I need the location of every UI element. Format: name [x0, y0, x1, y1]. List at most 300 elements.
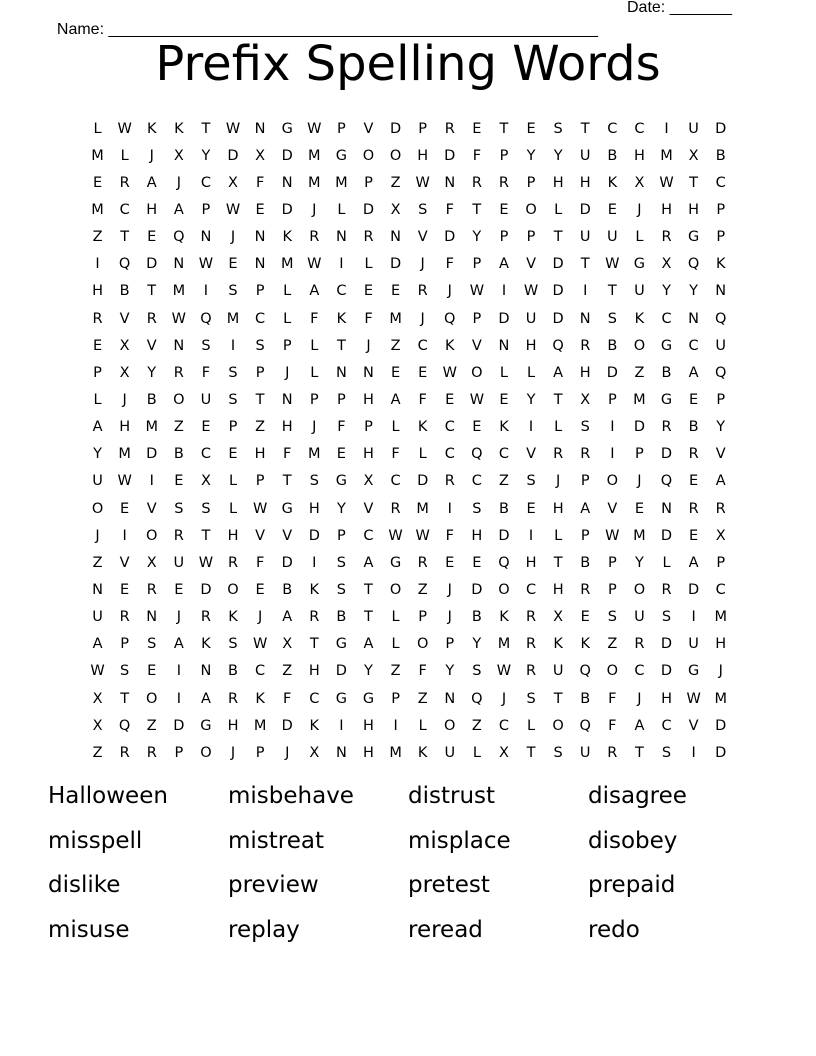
grid-letter[interactable]: X: [173, 147, 184, 164]
grid-letter[interactable]: D: [660, 527, 673, 544]
grid-letter[interactable]: F: [418, 663, 427, 680]
grid-letter[interactable]: P: [337, 391, 346, 408]
grid-letter[interactable]: E: [147, 663, 157, 680]
grid-letter[interactable]: C: [661, 310, 672, 327]
grid-letter[interactable]: N: [173, 337, 185, 354]
grid-letter[interactable]: F: [310, 310, 319, 327]
grid-letter[interactable]: M: [389, 744, 402, 761]
grid-letter[interactable]: O: [633, 581, 646, 598]
grid-letter[interactable]: H: [471, 527, 483, 544]
grid-letter[interactable]: R: [146, 581, 157, 598]
grid-letter[interactable]: Q: [660, 473, 673, 490]
grid-letter[interactable]: R: [92, 310, 103, 327]
grid-letter[interactable]: C: [634, 120, 645, 137]
grid-letter[interactable]: M: [91, 201, 104, 218]
grid-letter[interactable]: D: [660, 446, 673, 463]
grid-letter[interactable]: E: [634, 500, 644, 517]
grid-letter[interactable]: D: [660, 663, 673, 680]
grid-letter[interactable]: E: [255, 201, 265, 218]
grid-letter[interactable]: D: [715, 717, 727, 734]
grid-letter[interactable]: O: [227, 581, 239, 598]
grid-letter[interactable]: H: [715, 636, 727, 653]
grid-letter[interactable]: W: [90, 663, 105, 680]
grid-letter[interactable]: D: [606, 364, 618, 381]
grid-letter[interactable]: P: [445, 636, 455, 653]
grid-letter[interactable]: R: [309, 609, 320, 626]
grid-letter[interactable]: C: [525, 581, 537, 598]
grid-letter[interactable]: Z: [471, 717, 482, 734]
grid-letter[interactable]: Q: [471, 690, 483, 707]
grid-letter[interactable]: N: [254, 120, 266, 137]
grid-letter[interactable]: M: [497, 636, 511, 653]
grid-letter[interactable]: Z: [417, 581, 428, 598]
grid-letter[interactable]: B: [228, 663, 238, 680]
grid-letter[interactable]: R: [526, 609, 537, 626]
grid-letter[interactable]: P: [472, 310, 482, 327]
grid-letter[interactable]: S: [526, 690, 536, 707]
grid-letter[interactable]: A: [580, 500, 591, 517]
grid-letter[interactable]: T: [689, 174, 699, 191]
grid-letter[interactable]: M: [91, 147, 104, 164]
grid-letter[interactable]: A: [92, 636, 103, 653]
grid-letter[interactable]: I: [583, 283, 588, 300]
grid-letter[interactable]: V: [471, 337, 482, 354]
grid-letter[interactable]: L: [499, 364, 508, 381]
grid-letter[interactable]: P: [716, 201, 726, 218]
grid-letter[interactable]: B: [661, 364, 672, 381]
grid-letter[interactable]: I: [528, 527, 534, 544]
grid-letter[interactable]: P: [418, 609, 428, 626]
grid-letter[interactable]: P: [255, 364, 265, 381]
grid-letter[interactable]: U: [634, 609, 645, 626]
grid-letter[interactable]: K: [445, 337, 455, 354]
grid-letter[interactable]: K: [255, 690, 265, 707]
grid-letter[interactable]: M: [172, 283, 186, 300]
grid-letter[interactable]: T: [553, 554, 563, 571]
grid-letter[interactable]: I: [339, 256, 344, 273]
grid-letter[interactable]: K: [634, 310, 645, 327]
grid-letter[interactable]: C: [390, 473, 401, 490]
grid-letter[interactable]: X: [390, 201, 401, 218]
grid-letter[interactable]: N: [661, 500, 672, 517]
grid-letter[interactable]: E: [147, 229, 157, 246]
grid-letter[interactable]: G: [335, 690, 348, 707]
grid-letter[interactable]: H: [552, 174, 564, 191]
grid-letter[interactable]: W: [252, 500, 268, 517]
grid-letter[interactable]: K: [201, 636, 211, 653]
grid-letter[interactable]: B: [580, 554, 591, 571]
grid-letter[interactable]: L: [418, 446, 427, 463]
grid-letter[interactable]: B: [580, 690, 591, 707]
grid-letter[interactable]: D: [552, 283, 564, 300]
grid-letter[interactable]: J: [257, 609, 263, 626]
grid-letter[interactable]: L: [391, 609, 400, 626]
grid-letter[interactable]: T: [472, 201, 482, 218]
grid-letter[interactable]: Q: [579, 663, 591, 680]
grid-letter[interactable]: C: [715, 581, 726, 598]
grid-letter[interactable]: P: [337, 120, 346, 137]
grid-letter[interactable]: G: [200, 717, 212, 734]
grid-letter[interactable]: J: [122, 391, 127, 408]
grid-letter[interactable]: E: [472, 120, 482, 137]
grid-letter[interactable]: O: [606, 473, 619, 490]
grid-letter[interactable]: U: [607, 229, 618, 246]
grid-letter[interactable]: A: [390, 391, 401, 408]
grid-letter[interactable]: R: [417, 554, 428, 571]
grid-letter[interactable]: F: [364, 310, 373, 327]
grid-letter[interactable]: K: [417, 419, 428, 436]
grid-letter[interactable]: S: [228, 391, 238, 408]
grid-letter[interactable]: P: [337, 527, 346, 544]
grid-letter[interactable]: B: [471, 609, 482, 626]
grid-letter[interactable]: Y: [336, 500, 346, 517]
grid-letter[interactable]: G: [281, 120, 293, 137]
grid-letter[interactable]: Q: [118, 256, 131, 273]
grid-letter[interactable]: L: [554, 527, 563, 544]
grid-letter[interactable]: T: [553, 690, 563, 707]
grid-letter[interactable]: F: [445, 527, 454, 544]
grid-letter[interactable]: R: [227, 690, 239, 707]
grid-letter[interactable]: V: [526, 446, 536, 463]
grid-letter[interactable]: I: [149, 473, 154, 490]
grid-letter[interactable]: K: [715, 256, 726, 273]
grid-letter[interactable]: I: [501, 283, 507, 300]
grid-letter[interactable]: B: [119, 283, 130, 300]
grid-letter[interactable]: E: [120, 581, 130, 598]
grid-letter[interactable]: U: [525, 310, 537, 327]
grid-letter[interactable]: Q: [687, 256, 700, 273]
grid-letter[interactable]: D: [688, 581, 700, 598]
grid-letter[interactable]: U: [715, 337, 727, 354]
grid-letter[interactable]: Q: [552, 337, 564, 354]
grid-letter[interactable]: F: [418, 391, 427, 408]
grid-letter[interactable]: H: [227, 717, 239, 734]
grid-letter[interactable]: A: [553, 364, 564, 381]
grid-letter[interactable]: E: [472, 554, 482, 571]
grid-letter[interactable]: P: [255, 473, 265, 490]
grid-letter[interactable]: C: [444, 446, 455, 463]
grid-letter[interactable]: T: [580, 256, 590, 273]
grid-letter[interactable]: W: [496, 663, 512, 680]
grid-letter[interactable]: C: [417, 337, 428, 354]
grid-letter[interactable]: L: [418, 717, 427, 734]
grid-letter[interactable]: M: [308, 446, 321, 463]
grid-letter[interactable]: J: [556, 473, 561, 490]
grid-letter[interactable]: E: [607, 201, 617, 218]
grid-letter[interactable]: R: [390, 500, 401, 517]
grid-letter[interactable]: H: [308, 663, 320, 680]
grid-letter[interactable]: Z: [173, 419, 184, 436]
grid-letter[interactable]: A: [634, 717, 645, 734]
grid-letter[interactable]: T: [255, 391, 265, 408]
grid-letter[interactable]: P: [228, 419, 238, 436]
grid-letter[interactable]: M: [633, 391, 646, 408]
grid-letter[interactable]: E: [255, 581, 265, 598]
grid-letter[interactable]: I: [230, 337, 236, 354]
grid-letter[interactable]: M: [226, 310, 240, 327]
grid-letter[interactable]: Z: [146, 717, 157, 734]
grid-letter[interactable]: O: [389, 147, 402, 164]
grid-letter[interactable]: V: [119, 554, 130, 571]
grid-letter[interactable]: D: [660, 636, 673, 653]
grid-letter[interactable]: N: [715, 283, 727, 300]
grid-letter[interactable]: R: [444, 120, 455, 137]
grid-letter[interactable]: J: [285, 364, 290, 381]
grid-letter[interactable]: P: [607, 554, 617, 571]
grid-letter[interactable]: D: [552, 256, 564, 273]
grid-letter[interactable]: D: [335, 663, 347, 680]
grid-letter[interactable]: C: [688, 337, 699, 354]
grid-letter[interactable]: P: [282, 337, 292, 354]
grid-letter[interactable]: A: [173, 201, 184, 218]
grid-letter[interactable]: S: [147, 636, 157, 653]
grid-letter[interactable]: N: [281, 391, 293, 408]
grid-letter[interactable]: G: [362, 690, 375, 707]
grid-letter[interactable]: D: [444, 229, 456, 246]
name-field[interactable]: Name: _______________________________________________________: [56, 21, 598, 38]
grid-letter[interactable]: P: [716, 229, 726, 246]
grid-letter[interactable]: U: [92, 473, 103, 490]
grid-letter[interactable]: X: [715, 527, 726, 544]
grid-letter[interactable]: X: [282, 636, 293, 653]
grid-letter[interactable]: L: [93, 120, 102, 137]
grid-letter[interactable]: L: [662, 554, 671, 571]
grid-letter[interactable]: X: [309, 744, 320, 761]
grid-letter[interactable]: T: [580, 120, 590, 137]
grid-letter[interactable]: K: [336, 310, 347, 327]
grid-letter[interactable]: L: [364, 256, 373, 273]
grid-letter[interactable]: R: [173, 527, 184, 544]
grid-letter[interactable]: Z: [607, 636, 618, 653]
grid-letter[interactable]: E: [445, 554, 455, 571]
grid-letter[interactable]: P: [364, 174, 373, 191]
grid-letter[interactable]: R: [309, 229, 320, 246]
grid-letter[interactable]: Z: [390, 663, 401, 680]
grid-letter[interactable]: A: [173, 636, 184, 653]
grid-letter[interactable]: O: [525, 201, 537, 218]
grid-letter[interactable]: D: [552, 310, 564, 327]
grid-letter[interactable]: S: [255, 337, 265, 354]
grid-letter[interactable]: J: [230, 229, 236, 246]
grid-letter[interactable]: C: [444, 419, 455, 436]
grid-letter[interactable]: H: [579, 364, 591, 381]
grid-letter[interactable]: F: [283, 690, 292, 707]
grid-letter[interactable]: Y: [634, 554, 644, 571]
grid-letter[interactable]: Z: [92, 744, 103, 761]
grid-letter[interactable]: U: [173, 554, 185, 571]
grid-letter[interactable]: N: [173, 256, 185, 273]
grid-letter[interactable]: D: [417, 473, 429, 490]
grid-letter[interactable]: O: [444, 717, 456, 734]
grid-letter[interactable]: O: [200, 744, 212, 761]
grid-letter[interactable]: V: [526, 256, 536, 273]
grid-letter[interactable]: E: [92, 174, 103, 191]
grid-letter[interactable]: J: [420, 310, 425, 327]
grid-letter[interactable]: R: [688, 446, 699, 463]
grid-letter[interactable]: R: [173, 364, 184, 381]
grid-letter[interactable]: X: [146, 554, 157, 571]
grid-letter[interactable]: U: [444, 744, 456, 761]
grid-letter[interactable]: E: [580, 609, 590, 626]
grid-letter[interactable]: U: [200, 391, 212, 408]
grid-letter[interactable]: M: [308, 147, 321, 164]
grid-letter[interactable]: P: [499, 229, 509, 246]
grid-letter[interactable]: L: [527, 364, 536, 381]
grid-letter[interactable]: R: [580, 581, 591, 598]
grid-letter[interactable]: D: [389, 256, 402, 273]
grid-letter[interactable]: S: [661, 744, 672, 761]
grid-letter[interactable]: B: [715, 147, 726, 164]
grid-letter[interactable]: R: [634, 636, 645, 653]
grid-letter[interactable]: J: [447, 609, 452, 626]
grid-letter[interactable]: F: [445, 256, 454, 273]
grid-letter[interactable]: P: [526, 174, 536, 191]
grid-letter[interactable]: T: [553, 391, 563, 408]
grid-letter[interactable]: L: [635, 229, 644, 246]
grid-letter[interactable]: L: [310, 364, 319, 381]
grid-letter[interactable]: I: [610, 419, 615, 436]
grid-letter[interactable]: H: [579, 174, 591, 191]
grid-letter[interactable]: O: [389, 581, 402, 598]
grid-letter[interactable]: S: [120, 663, 130, 680]
grid-letter[interactable]: E: [499, 201, 509, 218]
grid-letter[interactable]: O: [552, 717, 564, 734]
grid-letter[interactable]: P: [716, 391, 726, 408]
grid-letter[interactable]: S: [201, 337, 211, 354]
grid-letter[interactable]: P: [580, 473, 590, 490]
grid-letter[interactable]: L: [228, 500, 238, 517]
grid-letter[interactable]: I: [122, 527, 127, 544]
grid-letter[interactable]: J: [637, 690, 642, 707]
grid-letter[interactable]: J: [637, 473, 642, 490]
grid-letter[interactable]: I: [691, 744, 696, 761]
grid-letter[interactable]: Q: [118, 717, 131, 734]
grid-letter[interactable]: S: [661, 609, 672, 626]
grid-letter[interactable]: T: [120, 690, 130, 707]
grid-letter[interactable]: H: [363, 744, 374, 761]
grid-letter[interactable]: O: [362, 147, 375, 164]
grid-letter[interactable]: W: [605, 527, 620, 544]
grid-letter[interactable]: O: [498, 581, 510, 598]
grid-letter[interactable]: H: [552, 500, 564, 517]
grid-letter[interactable]: W: [198, 554, 214, 571]
grid-letter[interactable]: D: [281, 201, 293, 218]
grid-letter[interactable]: G: [660, 391, 673, 408]
grid-letter[interactable]: O: [146, 527, 158, 544]
grid-letter[interactable]: O: [471, 364, 483, 381]
grid-letter[interactable]: F: [255, 174, 265, 191]
grid-letter[interactable]: P: [607, 581, 617, 598]
grid-letter[interactable]: U: [579, 744, 591, 761]
grid-letter[interactable]: W: [469, 283, 485, 300]
grid-letter[interactable]: T: [634, 744, 644, 761]
grid-letter[interactable]: X: [498, 744, 509, 761]
grid-letter[interactable]: S: [201, 500, 211, 517]
grid-letter[interactable]: C: [309, 690, 320, 707]
grid-letter[interactable]: B: [498, 500, 509, 517]
grid-letter[interactable]: K: [580, 636, 590, 653]
grid-letter[interactable]: P: [580, 527, 590, 544]
grid-letter[interactable]: X: [634, 174, 645, 191]
grid-letter[interactable]: V: [146, 337, 157, 354]
grid-letter[interactable]: P: [255, 283, 265, 300]
grid-letter[interactable]: N: [444, 174, 456, 191]
grid-letter[interactable]: Q: [579, 717, 591, 734]
grid-letter[interactable]: N: [254, 229, 266, 246]
grid-letter[interactable]: B: [336, 609, 347, 626]
grid-letter[interactable]: I: [393, 717, 398, 734]
grid-letter[interactable]: T: [364, 609, 373, 626]
grid-letter[interactable]: R: [119, 609, 130, 626]
grid-letter[interactable]: E: [526, 500, 536, 517]
grid-letter[interactable]: L: [391, 636, 400, 653]
grid-letter[interactable]: B: [688, 419, 699, 436]
grid-letter[interactable]: R: [363, 229, 374, 246]
grid-letter[interactable]: B: [607, 147, 618, 164]
grid-letter[interactable]: V: [255, 527, 266, 544]
grid-letter[interactable]: G: [335, 147, 348, 164]
grid-letter[interactable]: S: [472, 663, 482, 680]
grid-letter[interactable]: X: [661, 256, 672, 273]
grid-letter[interactable]: B: [282, 581, 293, 598]
grid-letter[interactable]: A: [498, 256, 509, 273]
grid-letter[interactable]: T: [201, 120, 211, 137]
grid-letter[interactable]: N: [335, 364, 347, 381]
grid-letter[interactable]: X: [255, 147, 266, 164]
grid-letter[interactable]: Y: [201, 147, 211, 164]
grid-letter[interactable]: C: [255, 310, 266, 327]
grid-letter[interactable]: Z: [92, 554, 103, 571]
grid-letter[interactable]: O: [91, 500, 104, 517]
grid-letter[interactable]: C: [498, 446, 510, 463]
grid-letter[interactable]: R: [661, 581, 672, 598]
grid-letter[interactable]: C: [336, 283, 347, 300]
grid-letter[interactable]: F: [201, 364, 211, 381]
grid-letter[interactable]: N: [579, 310, 591, 327]
grid-letter[interactable]: N: [363, 364, 374, 381]
grid-letter[interactable]: O: [146, 690, 158, 707]
grid-letter[interactable]: O: [606, 663, 619, 680]
grid-letter[interactable]: E: [526, 120, 536, 137]
grid-letter[interactable]: N: [254, 256, 266, 273]
grid-letter[interactable]: C: [200, 174, 211, 191]
grid-letter[interactable]: B: [173, 446, 184, 463]
grid-letter[interactable]: E: [228, 446, 238, 463]
grid-letter[interactable]: M: [253, 717, 267, 734]
grid-letter[interactable]: Z: [255, 419, 266, 436]
grid-letter[interactable]: A: [146, 174, 157, 191]
grid-letter[interactable]: G: [389, 554, 402, 571]
grid-letter[interactable]: V: [363, 120, 374, 137]
grid-letter[interactable]: M: [280, 256, 294, 273]
grid-letter[interactable]: R: [417, 283, 428, 300]
grid-letter[interactable]: S: [580, 419, 590, 436]
grid-letter[interactable]: V: [282, 527, 293, 544]
grid-letter[interactable]: D: [471, 581, 483, 598]
grid-letter[interactable]: L: [554, 201, 563, 218]
grid-letter[interactable]: T: [282, 473, 292, 490]
grid-letter[interactable]: V: [417, 229, 428, 246]
grid-letter[interactable]: Q: [471, 446, 483, 463]
grid-letter[interactable]: A: [92, 419, 103, 436]
grid-letter[interactable]: S: [607, 609, 617, 626]
grid-letter[interactable]: U: [688, 120, 699, 137]
grid-letter[interactable]: K: [417, 744, 428, 761]
grid-letter[interactable]: Z: [634, 364, 645, 381]
grid-letter[interactable]: D: [173, 717, 185, 734]
grid-letter[interactable]: D: [579, 201, 591, 218]
grid-letter[interactable]: N: [200, 663, 212, 680]
